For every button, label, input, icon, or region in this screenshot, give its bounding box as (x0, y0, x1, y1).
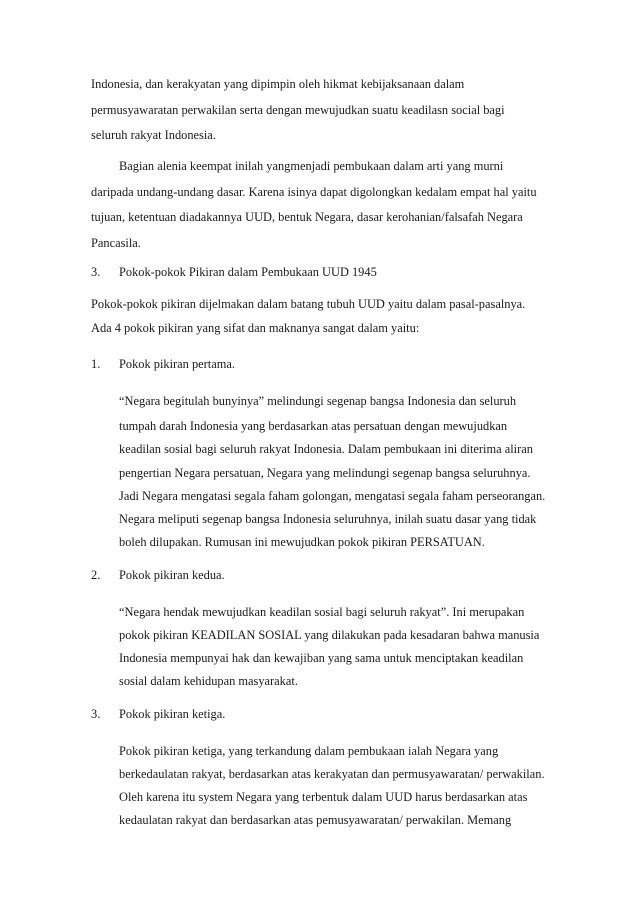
item-line: tumpah darah Indonesia yang berdasarkan atas persatuan dengan mewujudkan (119, 419, 508, 433)
item-line: berkedaulatan rakyat, berdasarkan atas kerakyatan dan permusyawaratan/ perwakilan. (119, 767, 545, 781)
item-number: 2. (91, 568, 101, 582)
item-line: keadilan sosial bagi seluruh rakyat Indonesia. Dalam pembukaan ini diterima aliran (119, 442, 533, 456)
intro-line: permusyawaratan perwakilan serta dengan mewujudkan suatu keadilasn social bagi (91, 103, 505, 117)
item-title: Pokok pikiran kedua. (119, 568, 225, 582)
item-line: Pokok pikiran ketiga, yang terkandung dalam pembukaan ialah Negara yang (119, 744, 499, 758)
section-number: 3. (91, 265, 101, 279)
item-line: Indonesia mempunyai hak dan kewajiban yang sama untuk menciptakan keadilan (119, 651, 524, 665)
item-number: 3. (91, 707, 101, 721)
intro-line: Indonesia, dan kerakyatan yang dipimpin oleh hikmat kebijaksanaan dalam (91, 77, 465, 91)
paragraph-line: Pancasila. (91, 236, 141, 250)
item-line: pengertian Negara persatuan, Negara yang melindungi segenap bangsa seluruhnya. (119, 466, 531, 480)
item-line: pokok pikiran KEADILAN SOSIAL yang dilakukan pada kesadaran bahwa manusia (119, 628, 540, 642)
paragraph-line: Bagian alenia keempat inilah yangmenjadi pembukaan dalam arti yang murni (119, 159, 504, 173)
intro-line: seluruh rakyat Indonesia. (91, 128, 216, 142)
item-number: 1. (91, 357, 101, 371)
section-heading: Pokok-pokok Pikiran dalam Pembukaan UUD 1945 (119, 265, 377, 279)
paragraph-line: tujuan, ketentuan diadakannya UUD, bentuk Negara, dasar kerohanian/falsafah Negara (91, 210, 523, 224)
item-line: “Negara begitulah bunyinya” melindungi segenap bangsa Indonesia dan seluruh (119, 394, 517, 408)
item-line: Jadi Negara mengatasi segala faham golongan, mengatasi segala faham perseorangan. (119, 489, 546, 503)
item-line: Oleh karena itu system Negara yang terbentuk dalam UUD harus berdasarkan atas (119, 790, 528, 804)
item-title: Pokok pikiran ketiga. (119, 707, 226, 721)
section-intro-line: Pokok-pokok pikiran dijelmakan dalam batang tubuh UUD yaitu dalam pasal-pasalnya. (91, 297, 526, 311)
item-title: Pokok pikiran pertama. (119, 357, 235, 371)
item-line: sosial dalam kehidupan masyarakat. (119, 674, 298, 688)
item-line: kedaulatan rakyat dan berdasarkan atas pemusyawaratan/ perwakilan. Memang (119, 813, 512, 827)
item-line: Negara meliputi segenap bangsa Indonesia seluruhnya, inilah suatu dasar yang tidak (119, 512, 537, 526)
item-line: “Negara hendak mewujudkan keadilan sosial bagi seluruh rakyat”. Ini merupakan (119, 605, 525, 619)
section-intro-line: Ada 4 pokok pikiran yang sifat dan maknanya sangat dalam yaitu: (91, 321, 420, 335)
paragraph-line: daripada undang-undang dasar. Karena isinya dapat digolongkan kedalam empat hal yaitu (91, 185, 537, 199)
item-line: boleh dilupakan. Rumusan ini mewujudkan pokok pikiran PERSATUAN. (119, 535, 485, 549)
